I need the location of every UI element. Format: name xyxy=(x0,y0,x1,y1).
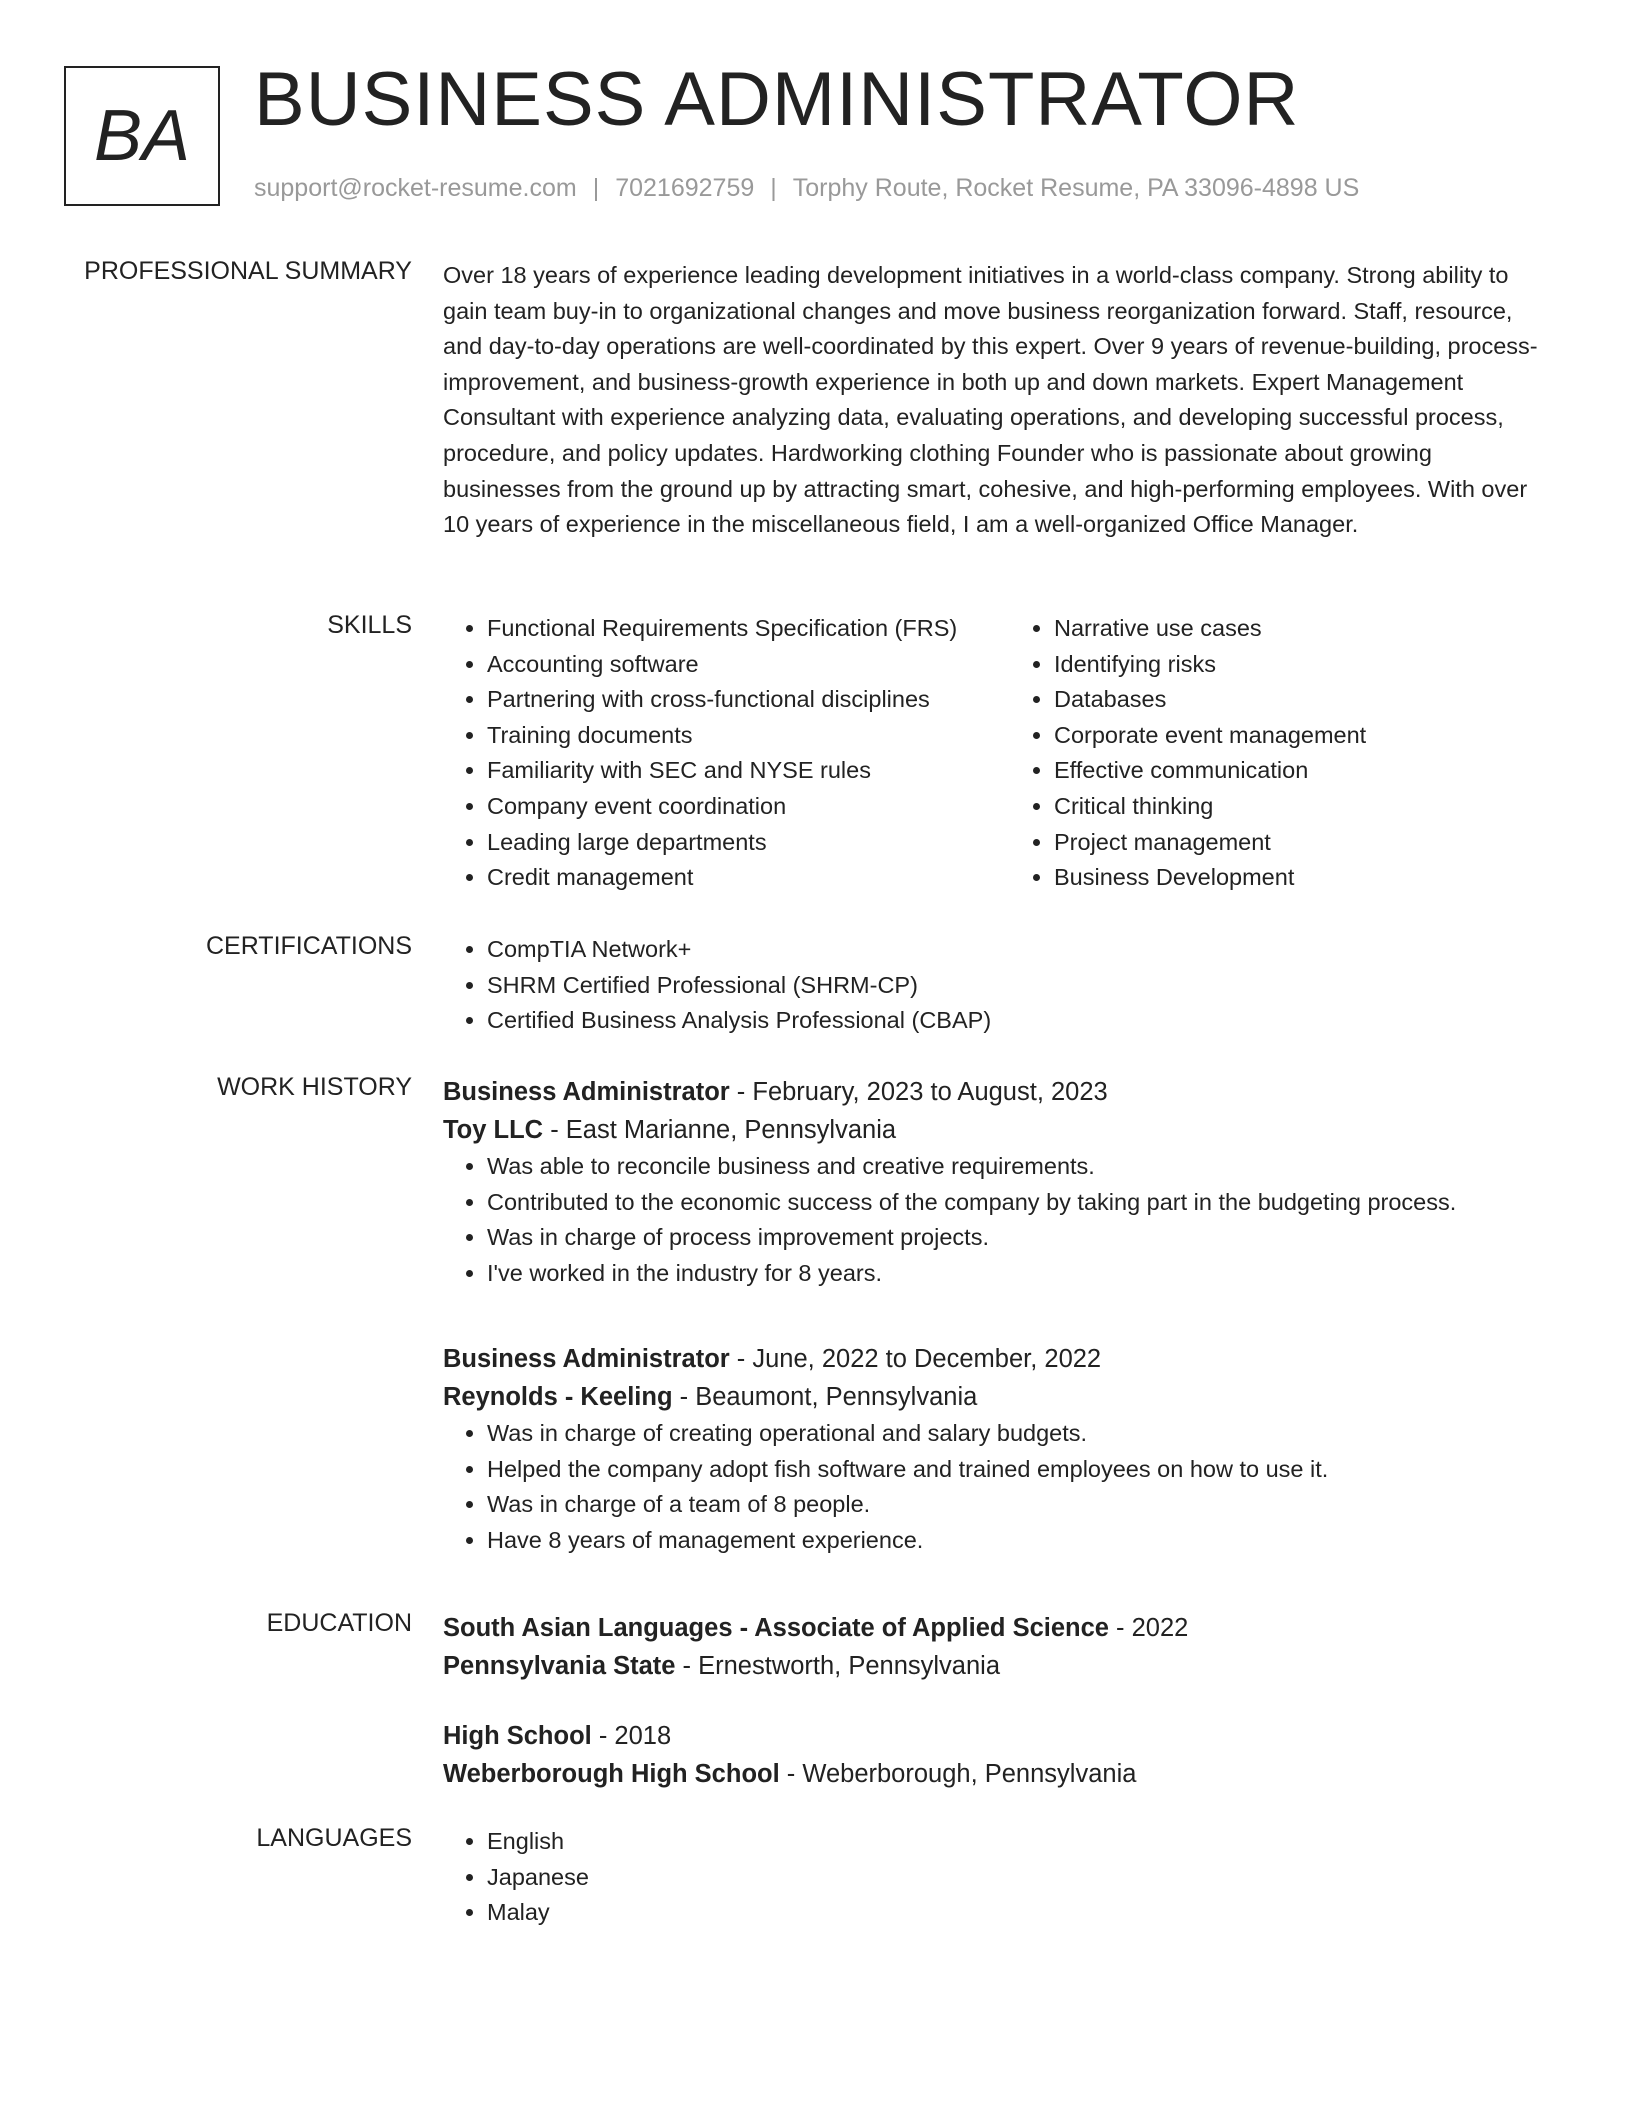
contact-address: Torphy Route, Rocket Resume, PA 33096-4898 US xyxy=(792,174,1360,202)
job-bullet: • Was able to reconcile business and creative requirements. xyxy=(487,1149,1553,1185)
job-company-line xyxy=(443,1378,1553,1416)
education-entry xyxy=(443,1717,1553,1793)
job-bullet: • Was in charge of a team of 8 people. xyxy=(487,1487,1553,1523)
language-item: • English xyxy=(487,1824,1553,1860)
education-school: Pennsylvania State xyxy=(443,1652,676,1680)
monogram-logo: BA xyxy=(64,66,220,206)
skills-list-right xyxy=(1010,611,1553,896)
skill-item: • Corporate event management xyxy=(1054,718,1553,754)
job-bullet: • Have 8 years of management experience. xyxy=(487,1523,1553,1559)
job-title-line xyxy=(443,1073,1553,1111)
language-item: • Malay xyxy=(487,1895,1553,1931)
skills-list-left xyxy=(443,611,1010,896)
job-company-line xyxy=(443,1111,1553,1149)
job-entry xyxy=(443,1340,1553,1558)
languages-body xyxy=(443,1824,1553,1931)
job-bullet: • Contributed to the economic success of the company by taking part in the budgeting process. xyxy=(487,1185,1553,1221)
certifications-list xyxy=(443,932,1553,1039)
contact-email[interactable]: support@rocket-resume.com xyxy=(254,174,577,202)
language-item: • Japanese xyxy=(487,1860,1553,1896)
skill-item: • Narrative use cases xyxy=(1054,611,1553,647)
job-title: Business Administrator xyxy=(443,1345,730,1373)
job-bullets xyxy=(443,1416,1553,1558)
contact-separator: | xyxy=(770,174,777,202)
work-history-body xyxy=(443,1073,1553,1553)
section-label-certifications: CERTIFICATIONS xyxy=(205,932,412,960)
skill-item: • Company event coordination xyxy=(487,789,1010,825)
education-school-line xyxy=(443,1755,1553,1793)
job-bullet: • Was in charge of process improvement projects. xyxy=(487,1220,1553,1256)
job-entry xyxy=(443,1073,1553,1291)
education-degree: South Asian Languages - Associate of Applied Science xyxy=(443,1614,1109,1642)
job-title: Business Administrator xyxy=(443,1078,730,1106)
education-school: Weberborough High School xyxy=(443,1760,780,1788)
skill-item: • Familiarity with SEC and NYSE rules xyxy=(487,753,1010,789)
resume-title: BUSINESS ADMINISTRATOR xyxy=(254,57,1300,142)
job-company: Toy LLC xyxy=(443,1116,544,1144)
education-year: - 2018 xyxy=(591,1722,672,1750)
education-degree: High School xyxy=(443,1722,592,1750)
job-bullet: • Was in charge of creating operational and salary budgets. xyxy=(487,1416,1553,1452)
job-dates: - February, 2023 to August, 2023 xyxy=(729,1078,1108,1106)
certification-item: • SHRM Certified Professional (SHRM-CP) xyxy=(487,968,1553,1004)
skill-item: • Critical thinking xyxy=(1054,789,1553,825)
skill-item: • Leading large departments xyxy=(487,825,1010,861)
education-degree-line xyxy=(443,1609,1553,1647)
skill-item: • Functional Requirements Specification (FRS) xyxy=(487,611,1010,647)
job-bullets xyxy=(443,1149,1553,1291)
skills-body xyxy=(443,611,1553,896)
certification-item: • CompTIA Network+ xyxy=(487,932,1553,968)
education-body xyxy=(443,1609,1553,1788)
section-label-education: EDUCATION xyxy=(266,1609,412,1637)
skill-item: • Identifying risks xyxy=(1054,647,1553,683)
job-bullet: • Helped the company adopt fish software and trained employees on how to use it. xyxy=(487,1452,1553,1488)
job-company: Reynolds - Keeling xyxy=(443,1383,673,1411)
skill-item: • Partnering with cross-functional disciplines xyxy=(487,682,1010,718)
skill-item: • Effective communication xyxy=(1054,753,1553,789)
skill-item: • Credit management xyxy=(487,860,1010,896)
contact-separator: | xyxy=(592,174,600,202)
education-degree-line xyxy=(443,1717,1553,1755)
skill-item: • Business Development xyxy=(1054,860,1553,896)
languages-list xyxy=(443,1824,1553,1931)
job-location: - Beaumont, Pennsylvania xyxy=(672,1383,978,1411)
section-label-skills: SKILLS xyxy=(327,611,412,639)
job-bullet: • I've worked in the industry for 8 years. xyxy=(487,1256,1553,1292)
job-title-line xyxy=(443,1340,1553,1378)
summary-text: Over 18 years of experience leading development initiatives in a world-class company. Strong ability to gain team buy-in to organizational changes and move business reorganization forward. Staff, resource, and day-to-day operations are well-coordinated by this expert. Over 9 years of revenue-building, process-improvement, and business-growth experience in both up and down markets. Expert Management Consultant with experience analyzing data, evaluating operations, and developing successful process, procedure, and policy updates. Hardworking clothing Founder who is passionate about growing businesses from the ground up by attracting smart, cohesive, and high-performing employees. With over 10 years of experience in the miscellaneous field, I am a well-organized Office Manager. xyxy=(443,262,1538,538)
contact-phone[interactable]: 7021692759 xyxy=(615,174,755,202)
job-dates: - June, 2022 to December, 2022 xyxy=(729,1345,1102,1373)
skill-item: • Project management xyxy=(1054,825,1553,861)
certification-item: • Certified Business Analysis Professional (CBAP) xyxy=(487,1003,1553,1039)
education-entry xyxy=(443,1609,1553,1685)
section-label-summary: PROFESSIONAL SUMMARY xyxy=(84,257,412,285)
skill-item: • Accounting software xyxy=(487,647,1010,683)
education-location: - Ernestworth, Pennsylvania xyxy=(675,1652,1001,1680)
skill-item: • Databases xyxy=(1054,682,1553,718)
certifications-body xyxy=(443,932,1553,1039)
job-location: - East Marianne, Pennsylvania xyxy=(543,1116,897,1144)
skill-item: • Training documents xyxy=(487,718,1010,754)
education-school-line xyxy=(443,1647,1553,1685)
education-location: - Weberborough, Pennsylvania xyxy=(779,1760,1137,1788)
education-year: - 2022 xyxy=(1108,1614,1189,1642)
section-label-work-history: WORK HISTORY xyxy=(217,1073,412,1101)
section-label-languages: LANGUAGES xyxy=(256,1824,412,1852)
contact-line xyxy=(254,174,1359,203)
